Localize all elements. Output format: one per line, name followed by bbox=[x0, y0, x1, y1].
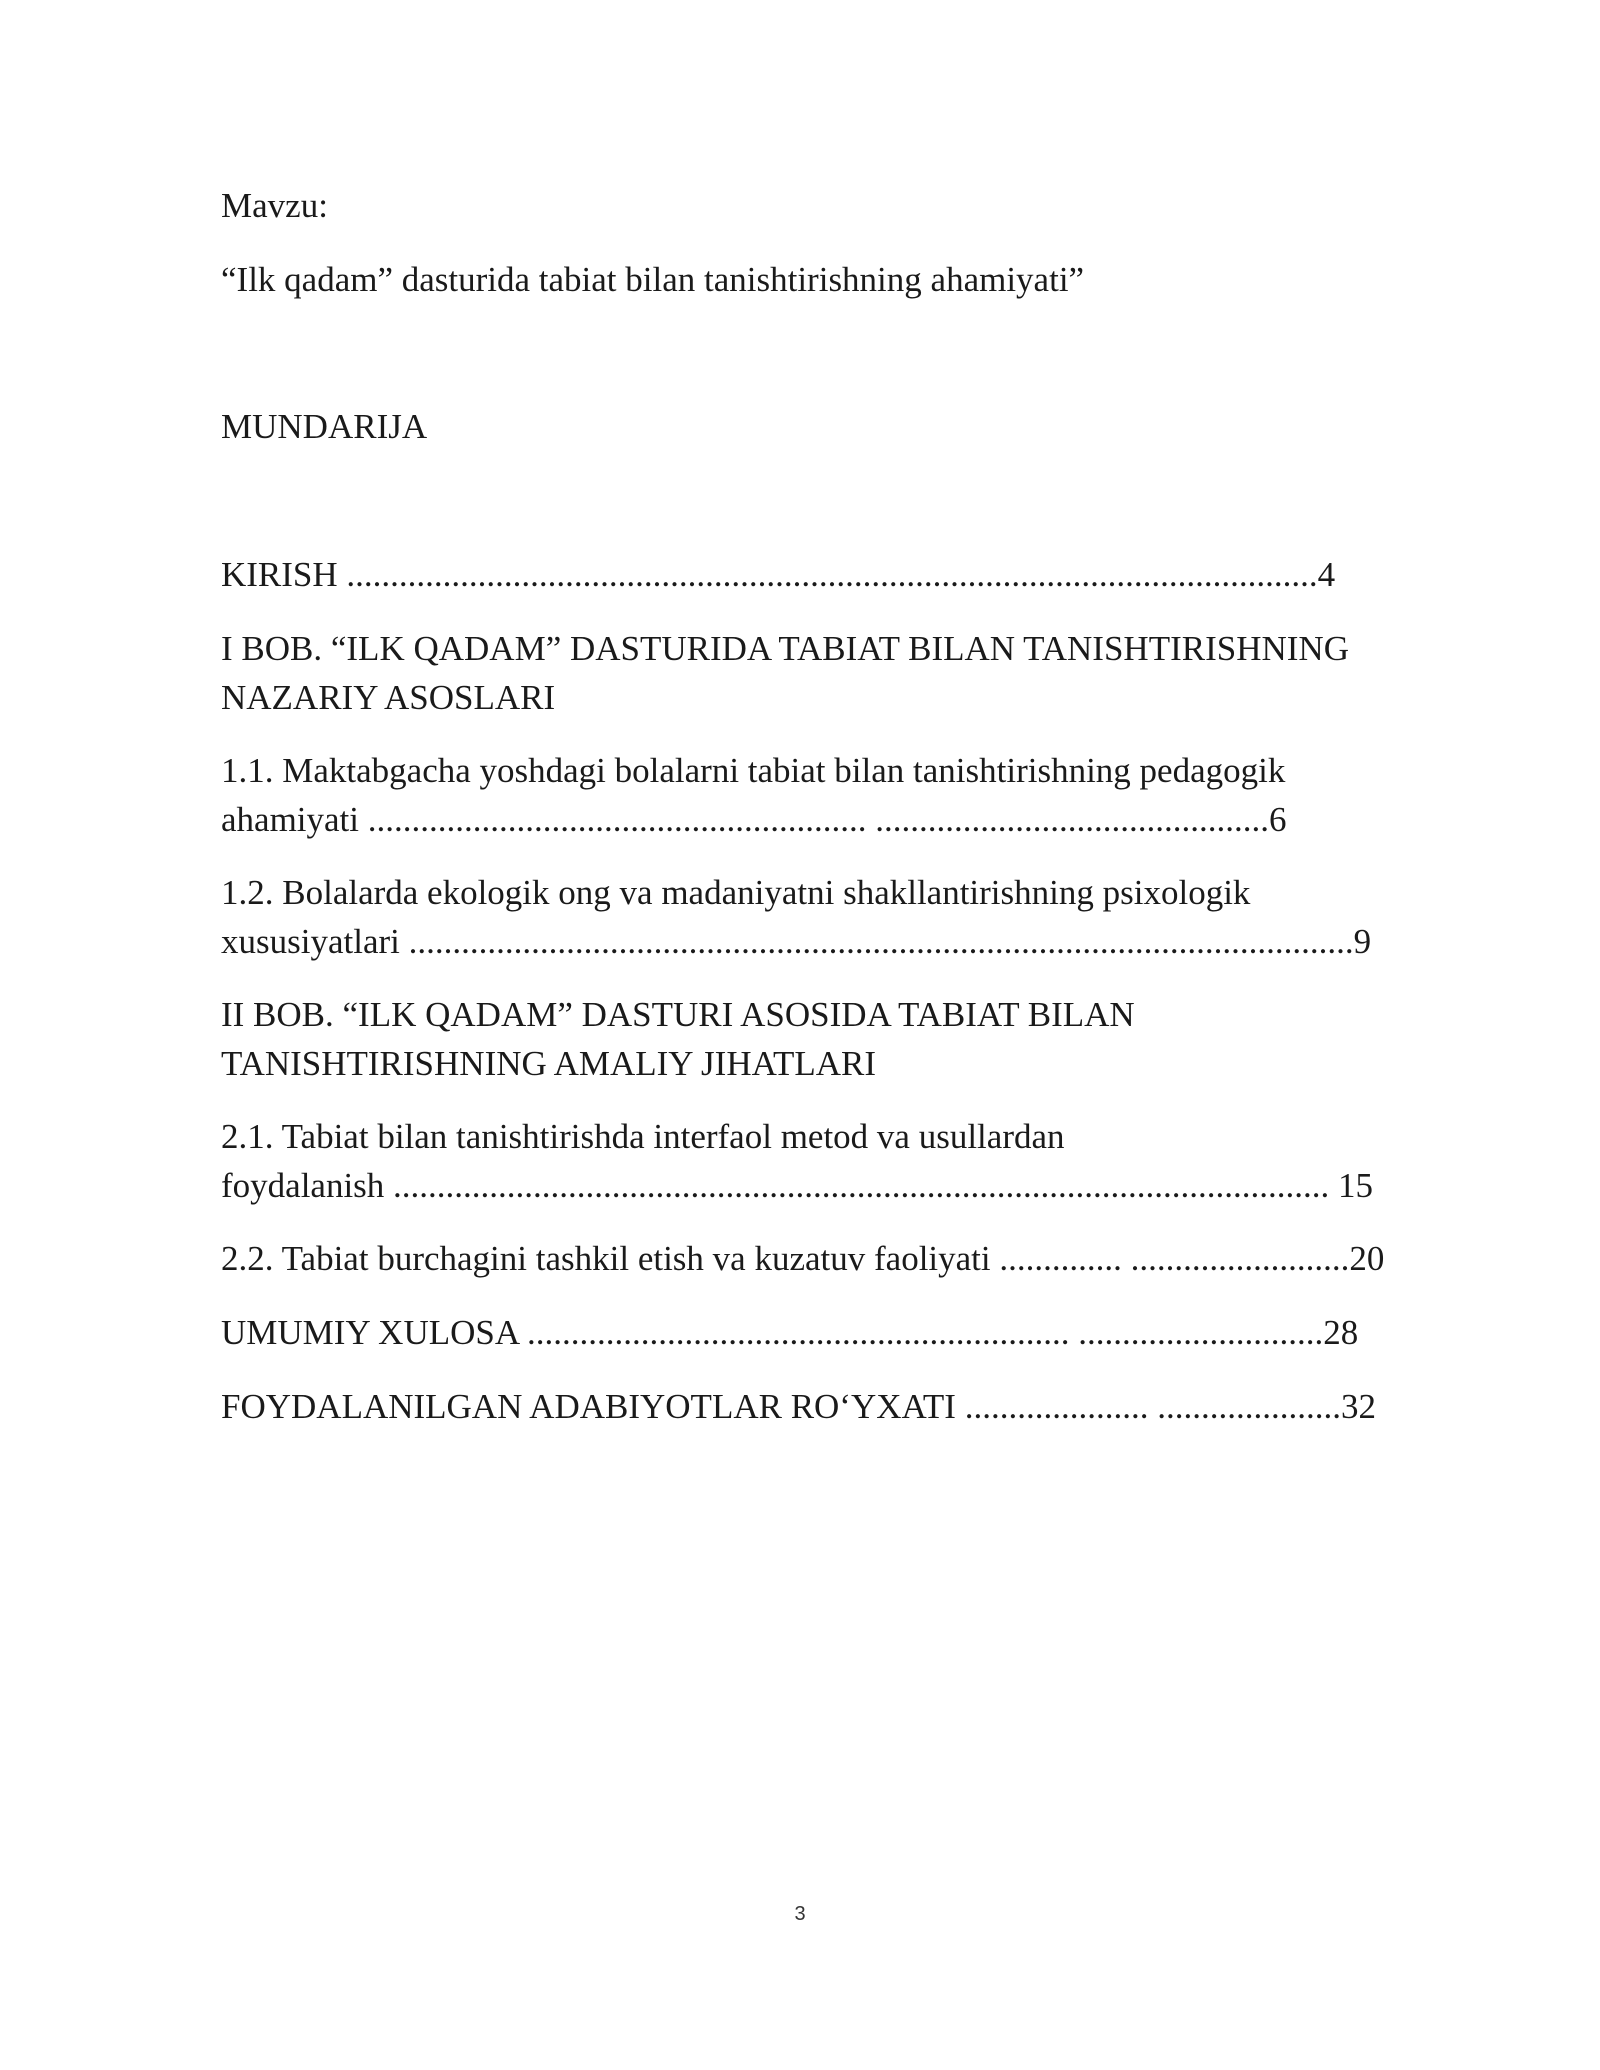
toc-entry-line: UMUMIY XULOSA .............................................................. ............................28 bbox=[221, 1313, 1359, 1352]
toc-entry-line: xususiyatlari ............................................................................................................9 bbox=[221, 922, 1372, 961]
toc-entry-line: I BOB. “ILK QADAM” DASTURIDA TABIAT BILAN TANISHTIRISHNING bbox=[221, 629, 1349, 668]
toc-entry-line: 1.1. Maktabgacha yoshdagi bolalarni tabiat bilan tanishtirishning pedagogik bbox=[221, 751, 1286, 790]
toc-entry-section-2-1 bbox=[221, 1112, 1373, 1210]
toc-entry-chapter-1 bbox=[221, 624, 1349, 722]
toc-entry-kirish bbox=[221, 550, 1335, 599]
toc-entry-references bbox=[221, 1382, 1376, 1431]
page-number: 3 bbox=[794, 1903, 806, 1925]
toc-entry-line: ahamiyati ......................................................... .............................................6 bbox=[221, 800, 1287, 839]
toc-entry-section-1-2 bbox=[221, 868, 1371, 966]
toc-entry-line: FOYDALANILGAN ADABIYOTLAR RO‘YXATI ..................... .....................32 bbox=[221, 1387, 1376, 1426]
topic-title: “Ilk qadam” dasturida tabiat bilan tanishtirishning ahamiyati” bbox=[221, 260, 1085, 299]
toc-entry-conclusion bbox=[221, 1308, 1358, 1357]
topic-label: Mavzu: bbox=[221, 186, 328, 225]
toc-entry-line: 2.1. Tabiat bilan tanishtirishda interfaol metod va usullardan bbox=[221, 1117, 1065, 1156]
toc-entry-line: KIRISH ...............................................................................................................4 bbox=[221, 555, 1336, 594]
toc-entry-chapter-2 bbox=[221, 990, 1135, 1088]
toc-entry-section-2-2 bbox=[221, 1234, 1384, 1283]
toc-entry-section-1-1 bbox=[221, 746, 1287, 844]
toc-entry-line: II BOB. “ILK QADAM” DASTURI ASOSIDA TABIAT BILAN bbox=[221, 995, 1135, 1034]
toc-entry-line: 2.2. Tabiat burchagini tashkil etish va kuzatuv faoliyati .............. .........................20 bbox=[221, 1239, 1385, 1278]
toc-heading: MUNDARIJA bbox=[221, 407, 428, 446]
toc-entry-line: 1.2. Bolalarda ekologik ong va madaniyatni shakllantirishning psixologik bbox=[221, 873, 1251, 912]
toc-entry-line: NAZARIY ASOSLARI bbox=[221, 678, 556, 717]
toc-entry-line: TANISHTIRISHNING AMALIY JIHATLARI bbox=[221, 1044, 877, 1083]
toc-entry-line: foydalanish ........................................................................................................... 15 bbox=[221, 1166, 1374, 1205]
